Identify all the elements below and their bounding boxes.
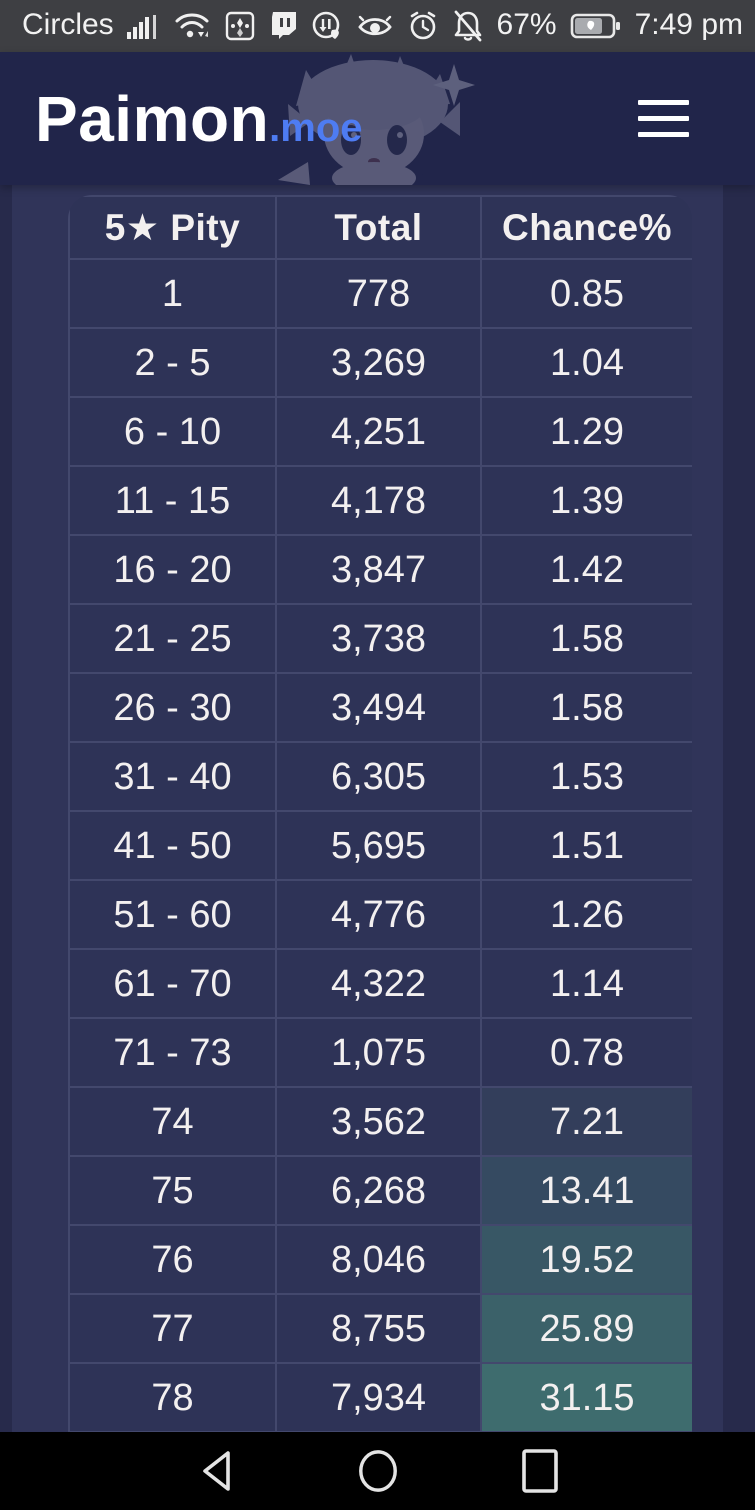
- table-row: [69, 1087, 692, 1156]
- content-panel: [12, 185, 723, 1432]
- table-row: [69, 259, 692, 328]
- pity-cell: 71 - 73: [69, 1018, 276, 1087]
- pity-cell: 78: [69, 1363, 276, 1432]
- chance-cell: 7.21: [481, 1087, 692, 1156]
- table-row: [69, 1156, 692, 1225]
- table-row: [69, 880, 692, 949]
- total-cell: 3,738: [276, 604, 481, 673]
- home-button[interactable]: [356, 1448, 400, 1494]
- total-cell: 4,322: [276, 949, 481, 1018]
- status-bar-right: [311, 9, 743, 43]
- pity-cell: 26 - 30: [69, 673, 276, 742]
- recents-icon: [520, 1448, 560, 1494]
- chance-cell: 0.85: [481, 259, 692, 328]
- pity-cell: 77: [69, 1294, 276, 1363]
- total-cell: 4,251: [276, 397, 481, 466]
- data-saver-icon: [311, 10, 343, 42]
- total-cell: 8,755: [276, 1294, 481, 1363]
- pity-cell: 75: [69, 1156, 276, 1225]
- chance-cell: 13.41: [481, 1156, 692, 1225]
- chance-cell: 1.04: [481, 328, 692, 397]
- total-cell: 6,305: [276, 742, 481, 811]
- chance-cell: 31.15: [481, 1363, 692, 1432]
- table-row: [69, 466, 692, 535]
- chance-cell: 1.58: [481, 673, 692, 742]
- total-cell: 4,776: [276, 880, 481, 949]
- logo-main-text: Paimon: [35, 82, 270, 155]
- status-bar: [0, 0, 755, 52]
- table-row: [69, 397, 692, 466]
- total-cell: 3,494: [276, 673, 481, 742]
- total-cell: 6,268: [276, 1156, 481, 1225]
- home-icon: [356, 1448, 400, 1494]
- recents-button[interactable]: [518, 1448, 562, 1494]
- table-row: [69, 949, 692, 1018]
- table-row: [69, 1363, 692, 1432]
- pity-cell: 51 - 60: [69, 880, 276, 949]
- pity-cell: 16 - 20: [69, 535, 276, 604]
- back-button[interactable]: [194, 1448, 238, 1494]
- pity-cell: 61 - 70: [69, 949, 276, 1018]
- chance-cell: 1.14: [481, 949, 692, 1018]
- signal-strength-icon: [127, 11, 161, 41]
- total-cell: 778: [276, 259, 481, 328]
- table-row: [69, 535, 692, 604]
- hamburger-menu-button[interactable]: [638, 100, 689, 137]
- paimon-logo[interactable]: [35, 82, 363, 156]
- chance-cell: 1.53: [481, 742, 692, 811]
- chance-cell: 1.51: [481, 811, 692, 880]
- table-row: [69, 742, 692, 811]
- table-row: [69, 1018, 692, 1087]
- clock-label: 7:49 pm: [634, 8, 743, 41]
- total-cell: 5,695: [276, 811, 481, 880]
- pity-cell: 2 - 5: [69, 328, 276, 397]
- total-cell: 3,847: [276, 535, 481, 604]
- chance-cell: 1.29: [481, 397, 692, 466]
- column-header-pity: 5★ Pity: [69, 196, 276, 259]
- total-cell: 8,046: [276, 1225, 481, 1294]
- table-row: [69, 811, 692, 880]
- chance-cell: 1.42: [481, 535, 692, 604]
- column-header-chance: Chance%: [481, 196, 692, 259]
- pity-cell: 21 - 25: [69, 604, 276, 673]
- hamburger-icon: [638, 100, 689, 105]
- total-cell: 7,934: [276, 1363, 481, 1432]
- app-notification-icon: [225, 10, 255, 42]
- table-row: [69, 1294, 692, 1363]
- chance-cell: 1.39: [481, 466, 692, 535]
- pity-stats-table-wrap: [68, 195, 692, 1432]
- table-row: [69, 328, 692, 397]
- total-cell: 3,269: [276, 328, 481, 397]
- chance-cell: 1.26: [481, 880, 692, 949]
- twitch-icon: [268, 10, 299, 42]
- carrier-label: Circles: [22, 8, 114, 41]
- muted-bell-icon: [452, 9, 484, 43]
- battery-percent: 67%: [496, 8, 557, 41]
- total-cell: 1,075: [276, 1018, 481, 1087]
- pity-cell: 1: [69, 259, 276, 328]
- eye-comfort-icon: [356, 11, 394, 41]
- android-nav-bar: [0, 1432, 755, 1510]
- pity-cell: 74: [69, 1087, 276, 1156]
- wifi-icon: [174, 10, 212, 42]
- alarm-icon: [407, 10, 439, 42]
- table-row: [69, 673, 692, 742]
- pity-cell: 11 - 15: [69, 466, 276, 535]
- table-row: [69, 1225, 692, 1294]
- pity-stats-table: [68, 195, 692, 1432]
- pity-cell: 41 - 50: [69, 811, 276, 880]
- column-header-total: Total: [276, 196, 481, 259]
- chance-cell: 0.78: [481, 1018, 692, 1087]
- battery-icon: [570, 11, 622, 41]
- table-header-row: [69, 196, 692, 259]
- pity-cell: 31 - 40: [69, 742, 276, 811]
- total-cell: 3,562: [276, 1087, 481, 1156]
- status-bar-left: [22, 10, 299, 42]
- chance-cell: 1.58: [481, 604, 692, 673]
- total-cell: 4,178: [276, 466, 481, 535]
- table-row: [69, 604, 692, 673]
- back-icon: [198, 1448, 234, 1494]
- chance-cell: 25.89: [481, 1294, 692, 1363]
- pity-cell: 76: [69, 1225, 276, 1294]
- app-header: [0, 52, 755, 185]
- page-content: [0, 185, 755, 1432]
- pity-cell: 6 - 10: [69, 397, 276, 466]
- logo-suffix-text: .moe: [269, 105, 363, 150]
- chance-cell: 19.52: [481, 1225, 692, 1294]
